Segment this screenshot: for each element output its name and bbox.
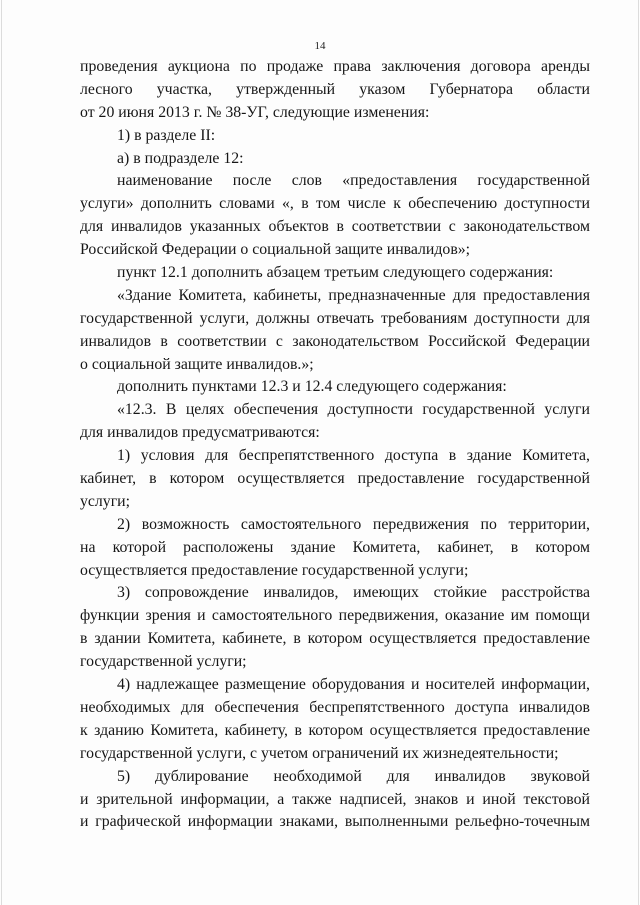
text-line: услуги; <box>80 492 131 510</box>
text-line: на которой расположены здание Комитета, кабинет, в котором <box>80 538 590 556</box>
text-line: 1) в разделе II: <box>117 126 216 144</box>
text-line: а) в подразделе 12: <box>117 149 244 167</box>
text-line: лесного участка, утвержденный указом Губернатора области <box>80 80 590 98</box>
text-line: «Здание Комитета, кабинеты, предназначенные для предоставления <box>117 286 590 304</box>
page-number: 14 <box>314 40 326 52</box>
scan-edge-right <box>638 0 639 905</box>
text-line: для инвалидов указанных объектов в соответствии с законодательством <box>80 218 590 236</box>
text-line: 5) дублирование необходимой для инвалидов звуковой <box>117 767 590 785</box>
text-line: к зданию Комитета, кабинету, в котором осуществляется предоставление <box>80 721 590 739</box>
text-line: в здании Комитета, кабинете, в котором осуществляется предоставление <box>80 630 590 648</box>
text-line: пункт 12.1 дополнить абзацем третьим следующего содержания: <box>117 264 554 282</box>
text-line: 1) условия для беспрепятственного доступа в здание Комитета, <box>117 447 590 465</box>
text-line: кабинет, в котором осуществляется предоставление государственной <box>80 470 590 488</box>
text-line: осуществляется предоставление государственной услуги; <box>80 561 469 579</box>
text-line: 4) надлежащее размещение оборудования и носителей информации, <box>117 676 590 694</box>
text-line: от 20 июня 2013 г. № 38-УГ, следующие изменения: <box>80 103 430 121</box>
text-line: «12.3. В целях обеспечения доступности государственной услуги <box>117 401 590 419</box>
text-line: необходимых для обеспечения беспрепятственного доступа инвалидов <box>80 698 590 716</box>
text-line: инвалидов в соответствии с законодательством Российской Федерации <box>80 332 590 350</box>
document-body <box>80 56 590 834</box>
text-line: государственной услуги; <box>80 653 247 671</box>
text-line: Российской Федерации о социальной защите инвалидов»; <box>80 241 471 259</box>
text-line: и графической информации знаками, выполненными рельефно-точечным <box>80 813 590 831</box>
scan-edge-left <box>1 0 2 905</box>
text-line: 2) возможность самостоятельного передвижения по территории, <box>117 515 590 533</box>
text-line: проведения аукциона по продаже права заключения договора аренды <box>80 58 590 75</box>
text-line: 3) сопровождение инвалидов, имеющих стойкие расстройства <box>117 584 590 602</box>
text-line: услуги» дополнить словами «, в том числе к обеспечению доступности <box>80 195 590 213</box>
text-line: функции зрения и самостоятельного передвижения, оказание им помощи <box>80 607 590 625</box>
text-line: для инвалидов предусматриваются: <box>80 424 320 442</box>
text-line: дополнить пунктами 12.3 и 12.4 следующего содержания: <box>117 378 507 396</box>
text-line: и зрительной информации, а также надписей, знаков и иной текстовой <box>80 790 590 808</box>
text-line: государственной услуги, должны отвечать требованиям доступности для <box>80 309 590 327</box>
text-line: наименование после слов «предоставления государственной <box>117 172 590 190</box>
text-line: государственной услуги, с учетом ограничений их жизнедеятельности; <box>80 744 559 762</box>
text-line: о социальной защите инвалидов.»; <box>80 355 314 373</box>
